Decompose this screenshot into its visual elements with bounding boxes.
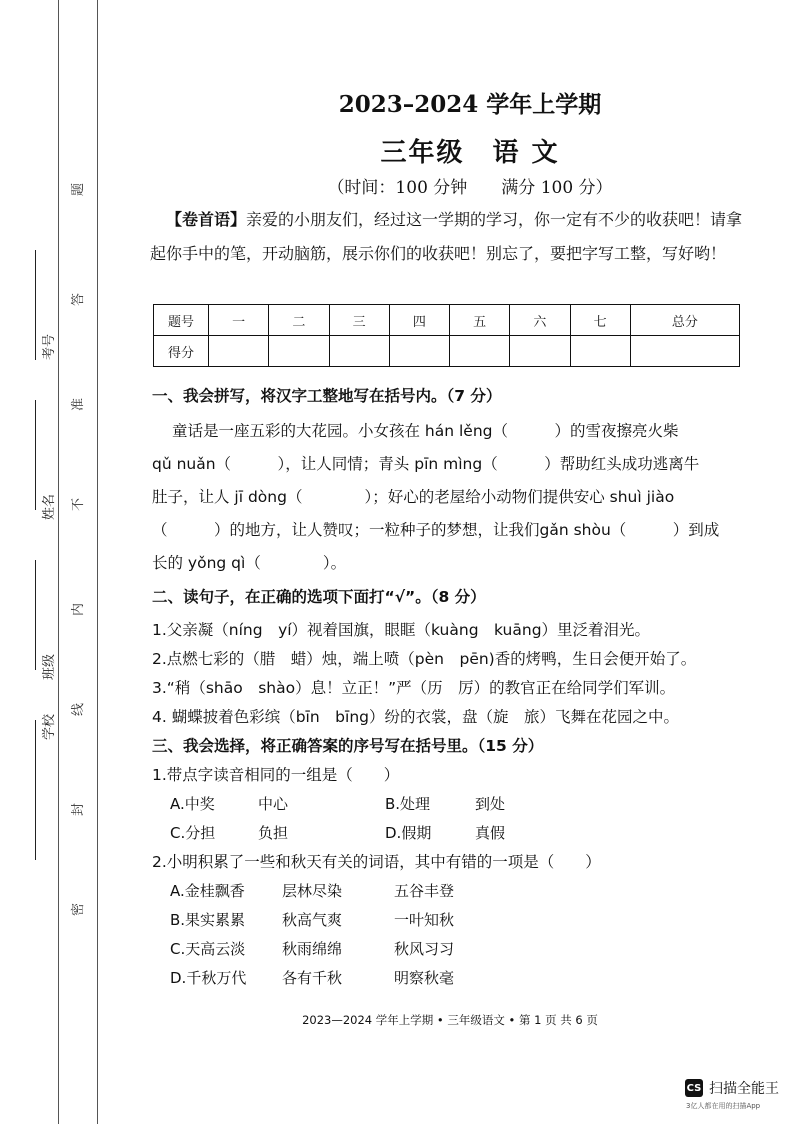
q1-stem: 1.带点字读音相同的一组是（ ） bbox=[152, 766, 400, 784]
q2-option-a: A.金桂飘香 bbox=[170, 882, 245, 900]
q2-option-c-word3: 秋风习习 bbox=[394, 940, 455, 958]
section1-line: （ ）的地方，让人赞叹；一粒种子的梦想，让我们gǎn shòu（ ）到成 bbox=[152, 521, 720, 539]
score-header-cell: 五 bbox=[450, 305, 510, 336]
school-label: 学校 bbox=[42, 713, 57, 740]
scanner-watermark bbox=[685, 1078, 779, 1098]
score-cell[interactable] bbox=[510, 336, 570, 367]
score-table bbox=[153, 304, 740, 367]
score-table-header-row bbox=[154, 305, 740, 336]
seal-line-inner bbox=[97, 0, 98, 1124]
scanner-tagline: 3亿人都在用的扫描App bbox=[686, 1102, 761, 1110]
q1-option-b: B.处理 bbox=[385, 795, 431, 813]
student-id-blank[interactable] bbox=[35, 250, 36, 360]
score-header-cell: 题号 bbox=[154, 305, 209, 336]
seal-line-outer bbox=[58, 0, 59, 1124]
seal-char: 题 bbox=[71, 182, 87, 197]
section1-line: 肚子，让人 jī dòng（ ）；好心的老屋给小动物们提供安心 shuì jiào bbox=[152, 488, 675, 506]
q1-option-a: A.中奖 bbox=[170, 795, 215, 813]
year-title: 2023–2024 学年上学期 bbox=[338, 91, 602, 118]
name-label: 姓名 bbox=[42, 493, 57, 520]
score-row-label: 得分 bbox=[154, 336, 209, 367]
section2-item: 1.父亲凝（níng yí）视着国旗，眼眶（kuàng kuāng）里泛着泪光。 bbox=[152, 621, 651, 639]
q2-option-b: B.果实累累 bbox=[170, 911, 246, 929]
preface-label: 【卷首语】 bbox=[166, 210, 247, 229]
q1-option-b-word2: 到处 bbox=[475, 795, 506, 813]
q2-stem: 2.小明积累了一些和秋天有关的词语，其中有错的一项是（ ） bbox=[152, 853, 601, 871]
q1-option-d-word2: 真假 bbox=[475, 824, 506, 842]
seal-char: 密 bbox=[71, 902, 87, 917]
score-header-cell: 总分 bbox=[630, 305, 739, 336]
student-id-label: 考号 bbox=[42, 333, 57, 360]
q2-option-c-word2: 秋雨绵绵 bbox=[282, 940, 343, 958]
section2-heading: 二、读句子，在正确的选项下面打“√”。（8 分） bbox=[152, 588, 486, 606]
name-blank[interactable] bbox=[35, 400, 36, 510]
seal-char: 答 bbox=[71, 292, 87, 307]
score-header-cell: 四 bbox=[389, 305, 449, 336]
section2-item: 2.点燃七彩的（腊 蜡）烛，端上喷（pèn pēn)香的烤鸭，生日会便开始了。 bbox=[152, 650, 697, 668]
school-blank[interactable] bbox=[35, 720, 36, 860]
time-info: （时间：100 分钟 满分 100 分） bbox=[327, 178, 613, 198]
score-cell[interactable] bbox=[570, 336, 630, 367]
score-cell[interactable] bbox=[389, 336, 449, 367]
score-cell[interactable] bbox=[209, 336, 269, 367]
q1-option-d: D.假期 bbox=[385, 824, 432, 842]
section2-item: 3.“稍（shāo shào）息！立正！”严（历 厉）的教官正在给同学们军训。 bbox=[152, 679, 676, 697]
q2-option-b-word2: 秋高气爽 bbox=[282, 911, 343, 929]
score-cell[interactable] bbox=[630, 336, 739, 367]
q1-option-c-word2: 负担 bbox=[258, 824, 289, 842]
section2-item: 4. 蝴蝶披着色彩缤（bīn bīng）纷的衣裳，盘（旋 旅）飞舞在花园之中。 bbox=[152, 708, 679, 726]
seal-char: 封 bbox=[71, 802, 87, 817]
page-footer: 2023—2024 学年上学期 • 三年级语文 • 第 1 页 共 6 页 bbox=[302, 1013, 598, 1027]
q2-option-c: C.天高云淡 bbox=[170, 940, 246, 958]
q2-option-d: D.千秋万代 bbox=[170, 969, 247, 987]
q1-option-c: C.分担 bbox=[170, 824, 216, 842]
preface-text: 亲爱的小朋友们，经过这一学期的学习，你一定有不少的收获吧！请拿起你手中的笔，开动脑筋，展示你们的收获吧！别忘了，要把字写工整，写好哟！ bbox=[150, 210, 743, 263]
scanner-app-name: 扫描全能王 bbox=[709, 1081, 779, 1097]
section1-line: qǔ nuǎn（ ），让人同情；青头 pīn mìng（ ）帮助红头成功逃离牛 bbox=[152, 455, 700, 473]
q1-option-a-word2: 中心 bbox=[258, 795, 289, 813]
score-header-cell: 三 bbox=[329, 305, 389, 336]
seal-char: 准 bbox=[71, 397, 87, 412]
score-header-cell: 七 bbox=[570, 305, 630, 336]
section1-heading: 一、我会拼写，将汉字工整地写在括号内。（7 分） bbox=[152, 387, 502, 405]
seal-char: 线 bbox=[71, 702, 87, 717]
section1-line: 长的 yǒng qì（ ）。 bbox=[152, 554, 347, 572]
score-cell[interactable] bbox=[450, 336, 510, 367]
class-blank[interactable] bbox=[35, 560, 36, 670]
seal-char: 内 bbox=[71, 602, 87, 617]
score-header-cell: 六 bbox=[510, 305, 570, 336]
subject-title: 三年级 语 文 bbox=[380, 138, 560, 168]
seal-char: 不 bbox=[71, 497, 87, 512]
score-header-cell: 二 bbox=[269, 305, 329, 336]
class-label: 班级 bbox=[42, 653, 57, 680]
preface bbox=[150, 203, 750, 271]
section3-heading: 三、我会选择，将正确答案的序号写在括号里。（15 分） bbox=[152, 737, 544, 755]
q2-option-d-word3: 明察秋毫 bbox=[394, 969, 455, 987]
scanner-logo-icon: CS bbox=[685, 1079, 703, 1097]
section1-line: 童话是一座五彩的大花园。小女孩在 hán lěng（ ）的雪夜擦亮火柴 bbox=[172, 422, 679, 440]
score-header-cell: 一 bbox=[209, 305, 269, 336]
q2-option-a-word2: 层林尽染 bbox=[282, 882, 343, 900]
score-table-score-row bbox=[154, 336, 740, 367]
q2-option-a-word3: 五谷丰登 bbox=[394, 882, 455, 900]
score-cell[interactable] bbox=[329, 336, 389, 367]
q2-option-d-word2: 各有千秋 bbox=[282, 969, 343, 987]
q2-option-b-word3: 一叶知秋 bbox=[394, 911, 455, 929]
score-cell[interactable] bbox=[269, 336, 329, 367]
